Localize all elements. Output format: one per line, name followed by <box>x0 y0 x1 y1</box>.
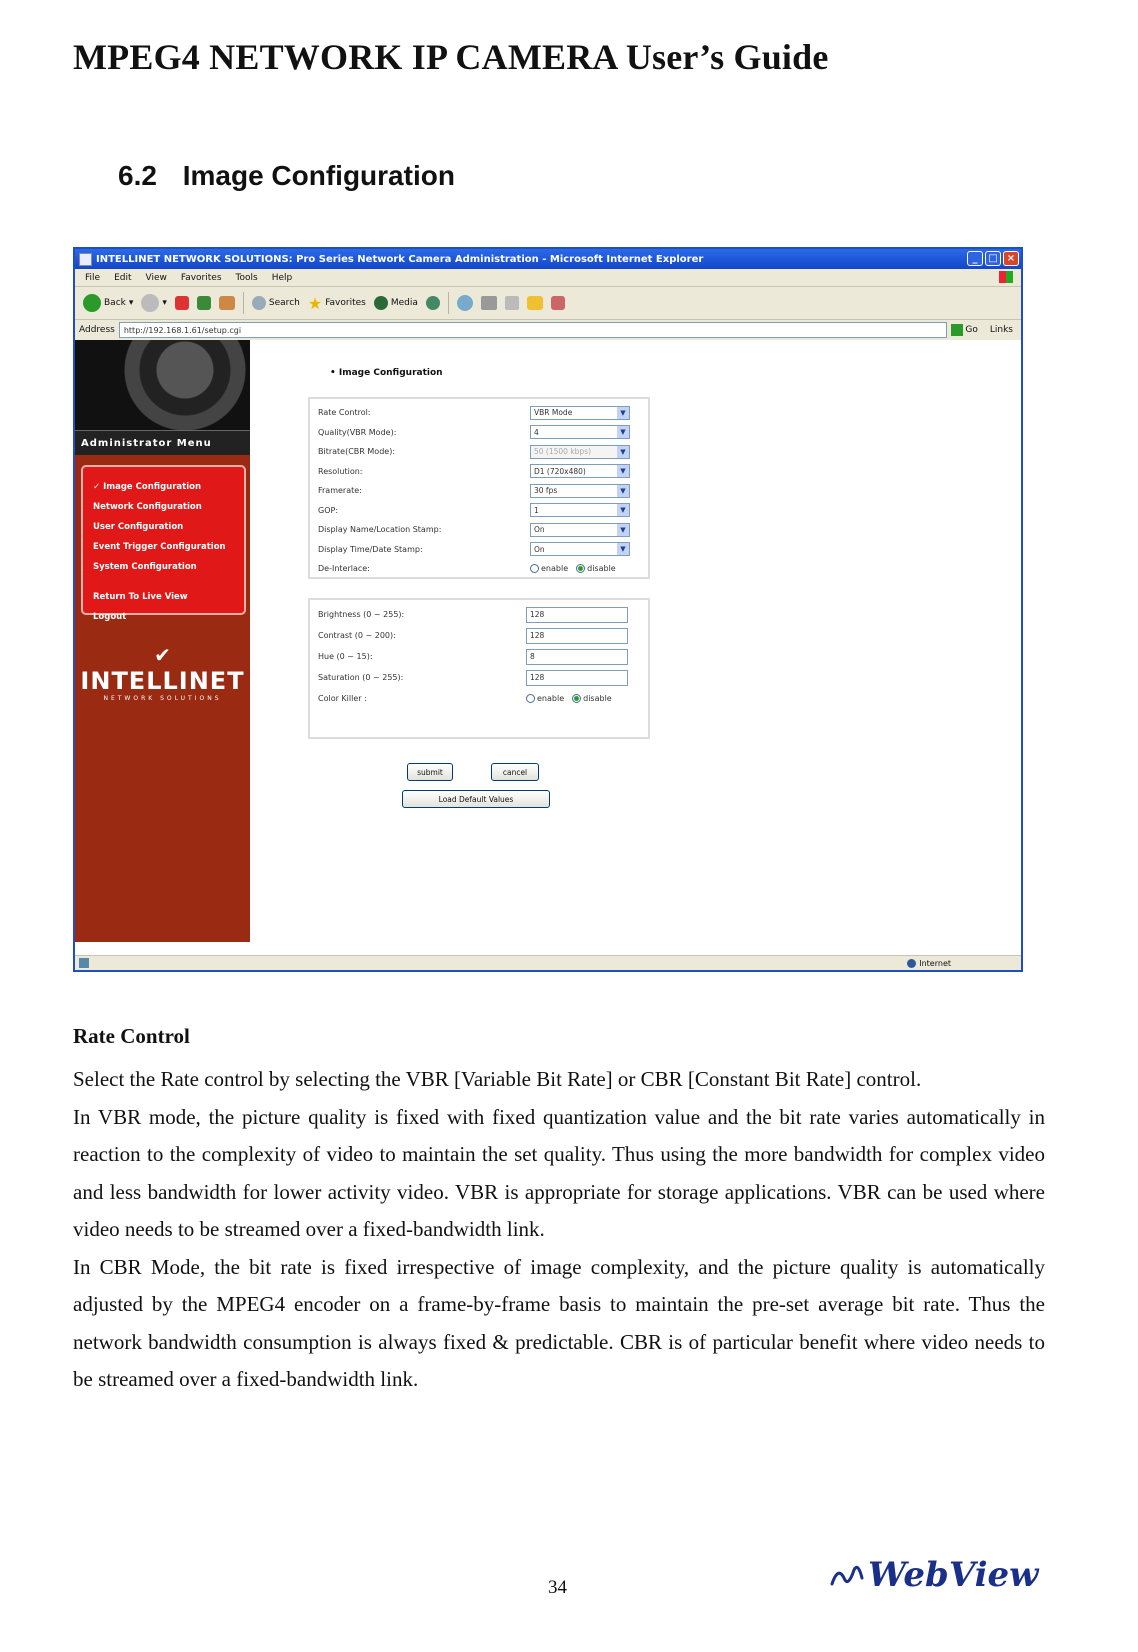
setting-row: Saturation (0 ~ 255): 128 <box>318 667 640 688</box>
menu-help[interactable]: Help <box>271 272 293 283</box>
section-title: Image Configuration <box>182 160 455 191</box>
page-number: 34 <box>548 1577 567 1598</box>
chevron-down-icon: ▼ <box>617 524 629 536</box>
windows-flag-icon <box>999 271 1013 283</box>
menu-tools[interactable]: Tools <box>235 272 258 283</box>
status-bar <box>75 955 1021 970</box>
refresh-icon[interactable] <box>197 296 211 310</box>
menu-link-return-live-view[interactable]: Return To Live View <box>93 592 188 602</box>
setting-row: Contrast (0 ~ 200): 128 <box>318 625 640 646</box>
setting-row: GOP: 1 ▼ <box>318 501 640 521</box>
setting-row: Bitrate(CBR Mode): 50 (1500 kbps) ▼ <box>318 442 640 462</box>
chevron-down-icon: ▼ <box>617 485 629 497</box>
chevron-down-icon: ▼ <box>617 407 629 419</box>
section-heading <box>118 160 455 192</box>
image-adjust-panel <box>308 598 650 739</box>
chevron-down-icon: ▼ <box>617 465 629 477</box>
chevron-down-icon: ▼ <box>617 426 629 438</box>
name-stamp-select[interactable]: On ▼ <box>530 523 630 537</box>
video-settings-panel <box>308 397 650 579</box>
deinterlace-radio-group <box>530 564 616 573</box>
address-label: Address <box>79 325 115 335</box>
deinterlace-disable-radio[interactable]: disable <box>576 564 616 573</box>
cancel-button[interactable]: cancel <box>491 763 539 781</box>
favorites-button[interactable]: ★ Favorites <box>307 293 366 313</box>
mail-icon[interactable] <box>457 295 473 311</box>
load-default-values-button[interactable]: Load Default Values <box>402 790 550 808</box>
page-icon <box>79 958 89 968</box>
browser-screenshot <box>73 247 1023 972</box>
media-button[interactable]: Media <box>374 296 418 310</box>
stop-icon[interactable] <box>175 296 189 310</box>
admin-menu-title: Administrator Menu <box>75 430 250 455</box>
menu-link-user-configuration[interactable]: User Configuration <box>93 522 184 532</box>
folder-icon[interactable] <box>527 296 543 310</box>
resolution-select[interactable]: D1 (720x480) ▼ <box>530 464 630 478</box>
maximize-button[interactable]: □ <box>985 251 1001 266</box>
brightness-input[interactable]: 128 <box>526 607 628 623</box>
menu-bar <box>75 269 1021 287</box>
setting-row: Resolution: D1 (720x480) ▼ <box>318 462 640 482</box>
search-button[interactable]: Search <box>252 296 300 310</box>
go-button[interactable]: Go <box>951 324 977 336</box>
back-arrow-icon <box>83 294 101 312</box>
section-number: 6.2 <box>118 160 157 191</box>
setting-row: Rate Control: VBR Mode ▼ <box>318 403 640 423</box>
close-button[interactable]: × <box>1003 251 1019 266</box>
chevron-down-icon: ▼ <box>617 446 629 458</box>
menu-link-image-configuration[interactable]: ✓ Image Configuration <box>93 482 202 492</box>
toolbar-separator <box>448 292 449 314</box>
checkmark-icon: ✔ <box>154 643 171 667</box>
globe-icon <box>907 959 916 968</box>
back-button[interactable]: Back ▾ <box>83 294 133 312</box>
page-content <box>75 340 1021 942</box>
admin-main <box>250 340 1021 942</box>
forward-button[interactable]: ▾ <box>141 294 167 312</box>
star-icon: ★ <box>307 293 323 313</box>
ie-app-icon <box>79 253 92 266</box>
minimize-button[interactable]: _ <box>967 251 983 266</box>
menu-view[interactable]: View <box>145 272 167 283</box>
setting-row: Display Name/Location Stamp: On ▼ <box>318 520 640 540</box>
rate-control-heading: Rate Control <box>73 1024 190 1048</box>
framerate-select[interactable]: 30 fps ▼ <box>530 484 630 498</box>
history-icon[interactable] <box>426 296 440 310</box>
paragraph: Select the Rate control by selecting the VBR [Variable Bit Rate] or CBR [Constant Bit Rate] control. <box>73 1067 922 1091</box>
media-icon <box>374 296 388 310</box>
address-input[interactable]: http://192.168.1.61/setup.cgi <box>119 322 948 338</box>
paragraph: In VBR mode, the picture quality is fixed with fixed quantization value and the bit rate varies automatically in reaction to the complexity of video to maintain the set quality. Thus using the more bandwidth for complex video and less bandwidth for lower activity video. VBR is appropriate for storage applications. VBR can be used where video needs to be streamed over a fixed-bandwidth link. <box>73 1104 1045 1241</box>
hue-input[interactable]: 8 <box>526 649 628 665</box>
security-zone: Internet <box>907 959 951 968</box>
menu-edit[interactable]: Edit <box>114 272 132 283</box>
messenger-icon[interactable] <box>551 296 565 310</box>
quality-select[interactable]: 4 ▼ <box>530 425 630 439</box>
address-bar <box>75 320 1021 341</box>
color-killer-enable-radio[interactable]: enable <box>526 694 564 703</box>
intellinet-logo: ✔ INTELLINET NETWORK SOLUTIONS <box>75 643 250 702</box>
deinterlace-enable-radio[interactable]: enable <box>530 564 568 573</box>
chevron-down-icon: ▼ <box>617 504 629 516</box>
rate-control-select[interactable]: VBR Mode ▼ <box>530 406 630 420</box>
home-icon[interactable] <box>219 296 235 310</box>
menu-link-logout[interactable]: Logout <box>93 612 127 622</box>
menu-link-network-configuration[interactable]: Network Configuration <box>93 502 202 512</box>
document-title: MPEG4 NETWORK IP CAMERA User’s Guide <box>73 37 829 77</box>
window-title: INTELLINET NETWORK SOLUTIONS: Pro Series Network Camera Administration - Microsoft Internet Explorer <box>96 253 704 265</box>
menu-link-system-configuration[interactable]: System Configuration <box>93 562 197 572</box>
search-icon <box>252 296 266 310</box>
setting-row: Brightness (0 ~ 255): 128 <box>318 604 640 625</box>
forward-arrow-icon <box>141 294 159 312</box>
contrast-input[interactable]: 128 <box>526 628 628 644</box>
links-button[interactable]: Links <box>989 325 1013 335</box>
page-heading: • Image Configuration <box>330 368 443 378</box>
bitrate-select: 50 (1500 kbps) ▼ <box>530 445 630 459</box>
menu-link-event-trigger-configuration[interactable]: Event Trigger Configuration <box>93 542 226 552</box>
paragraph: In CBR Mode, the bit rate is fixed irrespective of image complexity, and the picture quality is automatically adjusted by the MPEG4 encoder on a frame-by-frame basis to maintain the pre-set average bit rate. Thus the network bandwidth consumption is always fixed & predictable. CBR is of particular benefit where video needs to be streamed over a fixed-bandwidth link. <box>73 1254 1045 1391</box>
edit-icon[interactable] <box>505 296 519 310</box>
print-icon[interactable] <box>481 296 497 310</box>
admin-menu <box>81 465 246 622</box>
toolbar-separator <box>243 292 244 314</box>
setting-row: Color Killer : enable disable <box>318 694 612 703</box>
setting-row: De-Interlace: enable disable <box>318 564 616 574</box>
chevron-down-icon: ▼ <box>617 543 629 555</box>
setting-row: Quality(VBR Mode): 4 ▼ <box>318 423 640 443</box>
color-killer-radio-group <box>526 694 612 703</box>
window-titlebar <box>75 249 1021 269</box>
color-killer-disable-radio[interactable]: disable <box>572 694 612 703</box>
svg-text:WebView: WebView <box>868 1555 1039 1595</box>
setting-row: Framerate: 30 fps ▼ <box>318 481 640 501</box>
menu-favorites[interactable]: Favorites <box>180 272 222 283</box>
setting-row: Display Time/Date Stamp: On ▼ <box>318 540 640 560</box>
camera-banner-image <box>75 340 250 430</box>
saturation-input[interactable]: 128 <box>526 670 628 686</box>
go-arrow-icon <box>951 324 963 336</box>
webview-logo <box>828 1548 1046 1598</box>
gop-select[interactable]: 1 ▼ <box>530 503 630 517</box>
submit-button[interactable]: submit <box>407 763 453 781</box>
time-stamp-select[interactable]: On ▼ <box>530 542 630 556</box>
toolbar <box>75 287 1021 320</box>
rate-control-body <box>73 1061 1045 1399</box>
setting-row: Hue (0 ~ 15): 8 <box>318 646 640 667</box>
admin-sidebar <box>75 340 250 942</box>
menu-file[interactable]: File <box>85 272 101 283</box>
